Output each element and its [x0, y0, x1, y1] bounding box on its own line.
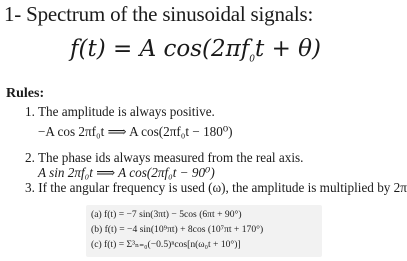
section-title: 1- Spectrum of the sinusoidal signals:	[4, 2, 314, 26]
rule-2-example: A sin 2πf₀t ⟹ A cos(2πf₀t − 90⁰)	[38, 165, 215, 180]
formula-subscript: 0	[249, 54, 256, 65]
rule-2-text: 2. The phase ids always measured from the real axis.	[25, 150, 304, 165]
formula-lhs: f(t) = A cos(2πf	[70, 36, 250, 62]
example-c: (c) f(t) = Σ³ₙ₌₀(−0.5)ⁿcos[n(ω₀t + 10°)]	[91, 239, 241, 250]
main-formula	[70, 36, 321, 65]
rule-1-example: −A cos 2πf₀t ⟹ A cos(2πf₀t − 180⁰)	[38, 124, 233, 139]
rules-heading: Rules:	[6, 86, 45, 101]
formula-rhs: t + θ)	[255, 36, 321, 62]
rule-3-text: 3. If the angular frequency is used (ω), the amplitude is multiplied by 2π	[25, 180, 407, 195]
examples-box	[86, 205, 322, 257]
example-b: (b) f(t) = −4 sin(10⁹πt) + 8cos (10⁷πt + 170°)	[91, 224, 264, 235]
rule-1-text: 1. The amplitude is always positive.	[25, 104, 215, 119]
example-a: (a) f(t) = −7 sin(3πt) − 5cos (6πt + 90°)	[91, 209, 242, 220]
